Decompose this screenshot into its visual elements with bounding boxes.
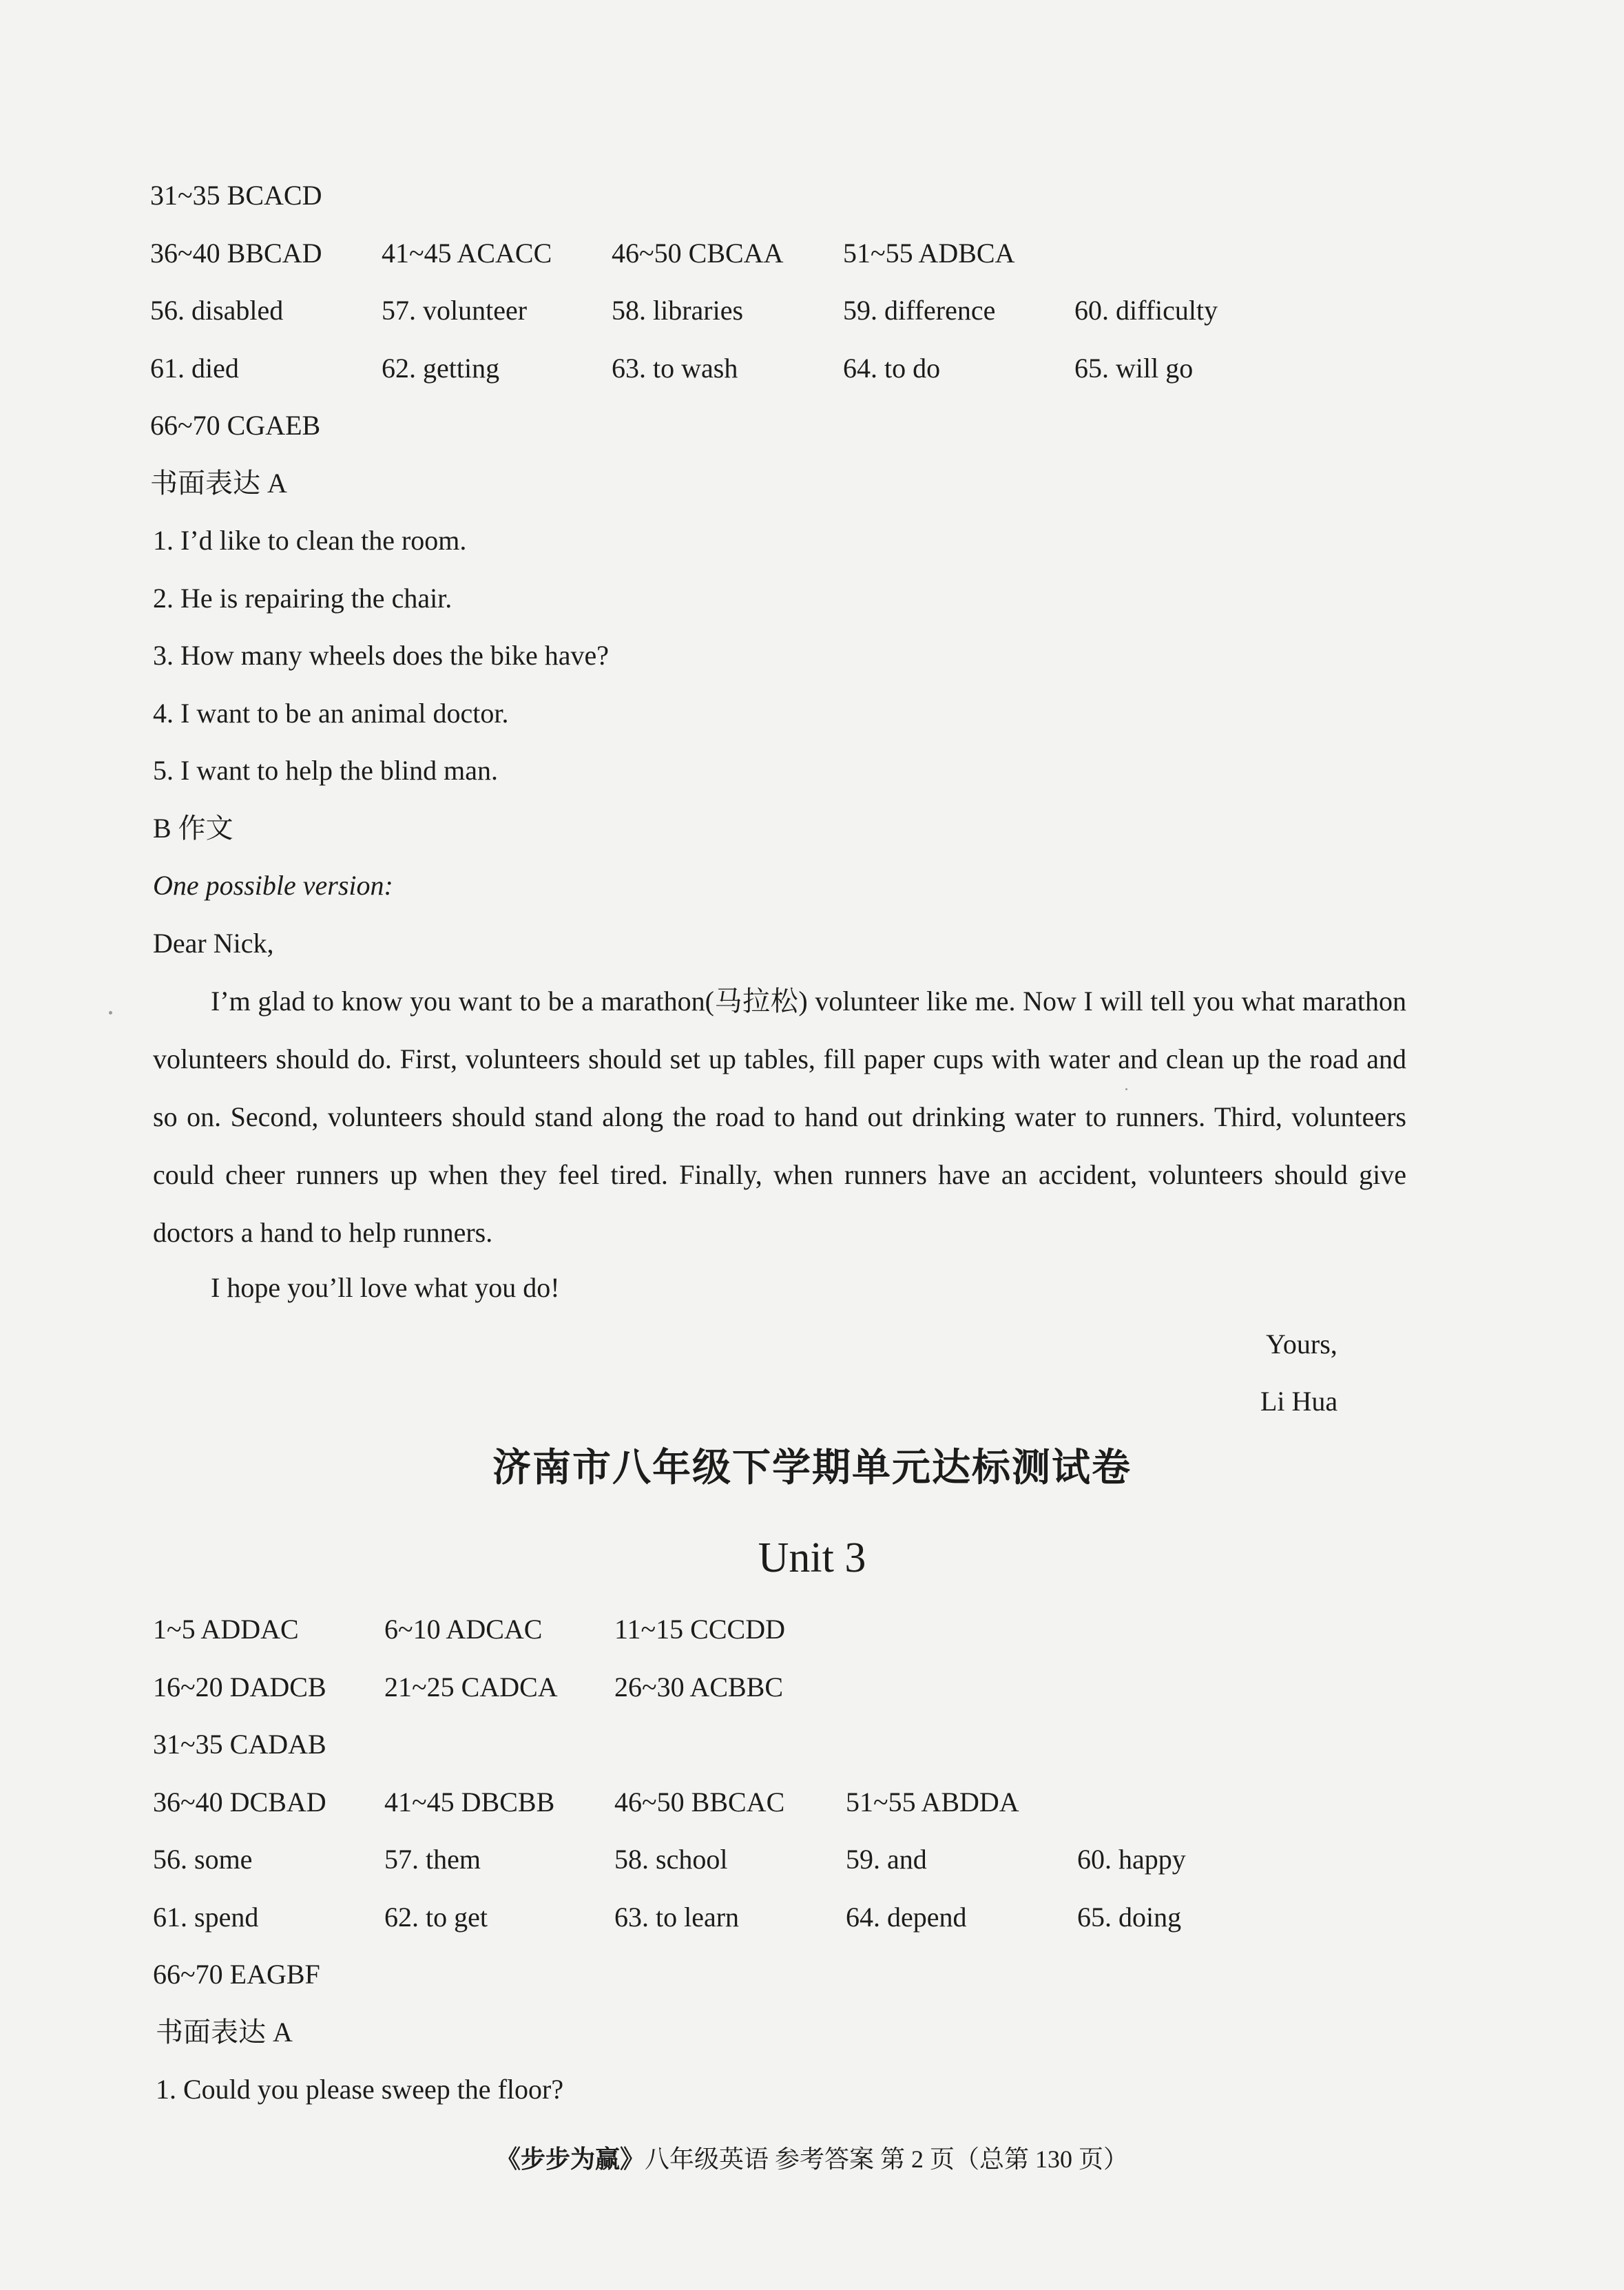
answer-cell: 64. to do	[843, 353, 941, 384]
answer-cell: 61. spend	[153, 1902, 259, 1933]
answer-cell: 56. some	[153, 1844, 253, 1875]
answer-cell: 41~45 DBCBB	[384, 1787, 555, 1818]
answer-cell: 64. depend	[846, 1902, 967, 1933]
answer-cell: 58. libraries	[612, 295, 744, 326]
answer-cell: 46~50 BBCAC	[614, 1787, 785, 1818]
answer-cell: 58. school	[614, 1844, 728, 1875]
answer-cell: 36~40 DCBAD	[153, 1787, 326, 1818]
answer-cell: 66~70 CGAEB	[150, 410, 321, 441]
test-title: 济南市八年级下学期单元达标测试卷	[492, 1446, 1132, 1490]
letter-body	[153, 972, 1406, 1262]
letter-body-text: I’m glad to know you want to be a marathon(马拉松) volunteer like me. Now I will tell you what marathon volunteers should do. First, volunteers should set up tables, fill paper cups with water and clean up the road and so on. Second, volunteers should stand along the road to hand out drinking water to runners. Third, volunteers could cheer runners up when they feel tired. Finally, when runners have an accident, volunteers should give doctors a hand to help runners.	[153, 986, 1406, 1248]
answer-cell: 46~50 CBCAA	[612, 238, 784, 269]
answer-cell: 59. and	[846, 1844, 927, 1875]
answer-cell: 57. them	[384, 1844, 481, 1875]
footer-book-title: 《步步为赢》	[495, 2145, 645, 2173]
letter-signature: Li Hua	[1260, 1386, 1338, 1417]
writing-a-label: 书面表达 A	[150, 468, 287, 499]
sentence-2: 2. He is repairing the chair.	[153, 583, 452, 614]
answer-cell: 66~70 EAGBF	[153, 1959, 320, 1990]
answer-cell: 51~55 ADBCA	[843, 238, 1015, 269]
page-footer	[0, 2142, 1624, 2176]
sentence-4: 4. I want to be an animal doctor.	[153, 698, 509, 729]
answer-cell: 36~40 BBCAD	[150, 238, 322, 269]
answer-cell: 41~45 ACACC	[382, 238, 552, 269]
sentence-5: 5. I want to help the blind man.	[153, 755, 499, 786]
sentence-1: 1. I’d like to clean the room.	[153, 525, 467, 556]
answer-cell: 61. died	[150, 353, 239, 384]
answer-cell: 59. difference	[843, 295, 996, 326]
unit-heading: Unit 3	[758, 1534, 866, 1581]
answer-cell: 62. to get	[384, 1902, 488, 1933]
answer-cell: 16~20 DADCB	[153, 1672, 326, 1703]
answer-cell: 63. to wash	[612, 353, 738, 384]
answer-cell: 57. volunteer	[382, 295, 528, 326]
answer-cell: 31~35 CADAB	[153, 1729, 326, 1760]
answer-cell: 60. difficulty	[1074, 295, 1218, 326]
answer-cell: 21~25 CADCA	[384, 1672, 558, 1703]
possible-version-label: One possible version:	[153, 870, 393, 901]
letter-closing-line: I hope you’ll love what you do!	[211, 1272, 560, 1303]
writing-a-label-2: 书面表达 A	[156, 2017, 293, 2048]
scan-speck	[1125, 1088, 1127, 1090]
scan-speck	[109, 1011, 112, 1014]
answer-cell: 62. getting	[382, 353, 500, 384]
letter-sign-off: Yours,	[1266, 1329, 1337, 1360]
answer-cell: 1~5 ADDAC	[153, 1614, 299, 1645]
letter-greeting: Dear Nick,	[153, 928, 274, 959]
sentence-3: 3. How many wheels does the bike have?	[153, 640, 610, 671]
writing-b-label: B 作文	[153, 813, 233, 844]
sentence-1-unit3: 1. Could you please sweep the floor?	[156, 2074, 564, 2105]
answer-cell: 31~35 BCACD	[150, 180, 322, 211]
answer-cell: 11~15 CCCDD	[614, 1614, 785, 1645]
answer-cell: 65. will go	[1074, 353, 1194, 384]
answer-cell: 6~10 ADCAC	[384, 1614, 543, 1645]
answer-cell: 26~30 ACBBC	[614, 1672, 784, 1703]
answer-cell: 51~55 ABDDA	[846, 1787, 1019, 1818]
answer-cell: 63. to learn	[614, 1902, 740, 1933]
answer-cell: 56. disabled	[150, 295, 284, 326]
answer-cell: 60. happy	[1077, 1844, 1186, 1875]
answer-cell: 65. doing	[1077, 1902, 1182, 1933]
footer-page-info: 八年级英语 参考答案 第 2 页（总第 130 页）	[645, 2145, 1129, 2173]
